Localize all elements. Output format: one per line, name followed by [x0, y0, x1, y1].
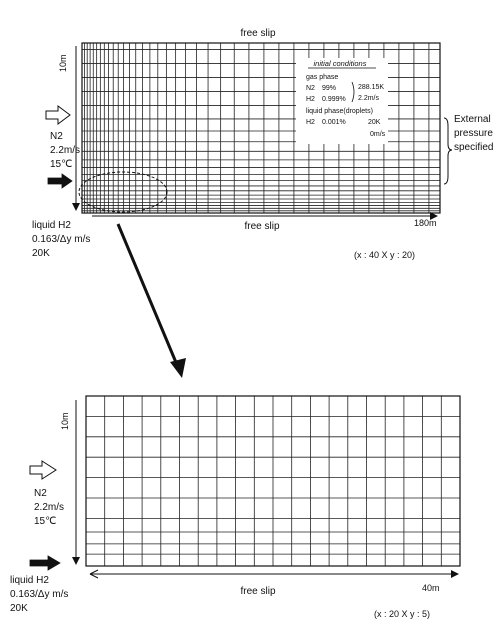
top-height-label: 10m: [58, 54, 68, 72]
bottom-h2-label: liquid H2: [10, 575, 49, 586]
gas-velocity: 2.2m/s: [358, 95, 380, 102]
right-boundary-brace: [444, 118, 452, 184]
zoom-connector-arrow: [118, 224, 180, 372]
bottom-free-slip-label: free slip: [240, 586, 276, 597]
gas-temperature: 288.15K: [358, 84, 385, 91]
bottom-length-arrow-tail: [90, 570, 98, 574]
top-mesh-label: (x : 40 X y : 20): [354, 250, 416, 260]
top-h2-velocity: 0.163/Δy m/s: [32, 234, 91, 245]
bottom-mesh-grid: [86, 396, 460, 566]
top-h2-label: liquid H2: [32, 220, 71, 231]
initial-conditions-title: initial conditions: [313, 59, 367, 68]
zoom-connector-arrowhead: [170, 358, 186, 378]
liquid-velocity: 0m/s: [370, 131, 386, 138]
top-n2-inflow-icon: [46, 106, 70, 124]
top-free-slip-label: free slip: [240, 28, 276, 39]
bottom-h2-inflow-icon: [30, 556, 60, 570]
external-label-line1: External: [454, 114, 491, 125]
liquid-phase-header: liquid phase(droplets): [306, 108, 373, 115]
bottom-mesh-label: (x : 20 X y : 5): [374, 609, 431, 619]
top-h2-temperature: 20K: [32, 248, 50, 259]
gas-phase-header: gas phase: [306, 74, 339, 81]
gas-row-h2-fraction: 0.999%: [322, 96, 346, 103]
zoom-region-ellipse: [79, 172, 167, 212]
bottom-h2-temperature: 20K: [10, 603, 28, 614]
liquid-row-species: H2: [306, 119, 315, 126]
bottom-length-label: 40m: [422, 583, 440, 593]
bottom-n2-label: N2: [34, 488, 47, 499]
top-h2-inflow-icon: [48, 174, 72, 188]
top-bottom-free-slip-label: free slip: [244, 221, 280, 232]
bottom-length-arrow-tail2: [90, 574, 98, 578]
top-length-label: 180m: [414, 218, 437, 228]
gas-row-n2-fraction: 99%: [322, 85, 337, 92]
external-label-line3: specified: [454, 142, 494, 153]
bottom-h2-velocity: 0.163/Δy m/s: [10, 589, 69, 600]
bottom-n2-temperature: 15℃: [34, 516, 57, 527]
liquid-row-fraction: 0.001%: [322, 119, 346, 126]
gas-row-h2-species: H2: [306, 96, 315, 103]
top-n2-velocity: 2.2m/s: [50, 145, 81, 156]
bottom-n2-inflow-icon: [30, 461, 56, 479]
bottom-n2-velocity: 2.2m/s: [34, 502, 65, 513]
top-n2-label: N2: [50, 131, 63, 142]
bottom-height-label: 10m: [60, 412, 70, 430]
gas-row-n2-species: N2: [306, 85, 315, 92]
liquid-row-temp: 20K: [368, 119, 381, 126]
top-n2-temperature: 15℃: [50, 159, 73, 170]
external-label-line2: pressure: [454, 128, 493, 139]
